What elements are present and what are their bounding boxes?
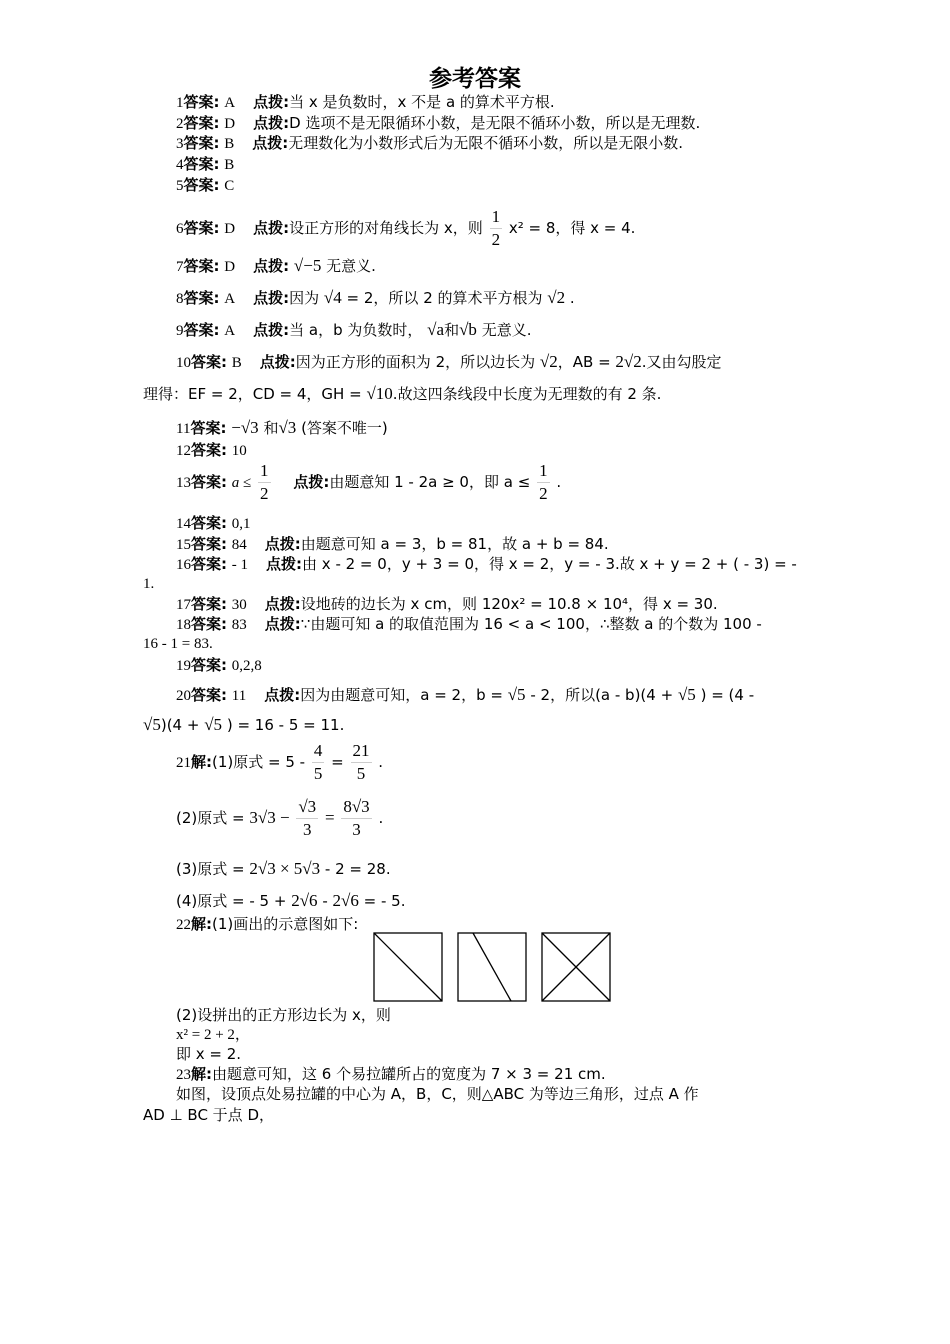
- answer-line-20-cont: √5)(4 + √5 ) = 16 - 5 = 11.: [143, 715, 345, 734]
- answer-line-20: 20答案: 11 点拨:因为由题意可知，a = 2，b = √5 - 2，所以(a - b)(4 + √5 ) = (4 -: [176, 685, 755, 704]
- answer-line-18: 18答案: 83 点拨:∵由题可知 a 的取值范围为 16 < a < 100，∴整数 a 的个数为 100 -: [176, 615, 762, 633]
- answer-line-13: 13答案: a ≤ $\frac{1}{2}$ 点拨:由题意知 1 - 2a ≥ 0，即 a ≤ $\frac{1}{2}$ .: [176, 461, 562, 503]
- answer-line-16-cont: 1.: [143, 576, 155, 592]
- answer-line-1: 1答案: A 点拨:当 x 是负数时，x 不是 a 的算术平方根.: [176, 93, 555, 111]
- answer-line-18-cont: 16 - 1 = 83.: [143, 636, 213, 652]
- answer-line-10: 10答案: B 点拨:因为正方形的面积为 2，所以边长为 √2，AB = 2√2.又由勾股定: [176, 352, 722, 371]
- answer-line-4: 4答案: B: [176, 155, 235, 173]
- solution-22-line3: x² = 2 + 2，: [176, 1027, 250, 1043]
- answer-line-14: 14答案: 0,1: [176, 514, 251, 532]
- page-title: 参考答案: [429, 66, 521, 92]
- solution-21-part2: (2)原式 = 3√3 − $\frac{√3}{3}$ = $\frac{8√3}{3}$ .: [176, 797, 384, 839]
- answer-line-8: 8答案: A 点拨:因为 √4 = 2，所以 2 的算术平方根为 √2 .: [176, 288, 575, 307]
- solution-23-line2: 如图，设顶点处易拉罐的中心为 A，B，C，则△ABC 为等边三角形，过点 A 作: [176, 1085, 699, 1103]
- answer-line-19: 19答案: 0,2,8: [176, 656, 262, 674]
- fraction-root3-3: $\frac{√3}{3}$: [298, 797, 317, 839]
- fraction-4-5: $\frac{4}{5}$: [313, 741, 323, 783]
- answer-line-7: 7答案: D 点拨: √−5 无意义.: [176, 256, 376, 275]
- answer-line-17: 17答案: 30 点拨:设地砖的边长为 x cm，则 120x² = 10.8 × 10⁴，得 x = 30.: [176, 595, 718, 613]
- solution-23-line1: 23解:由题意可知，这 6 个易拉罐所占的宽度为 7 × 3 = 21 cm.: [176, 1065, 606, 1083]
- fraction-8root3-3: $\frac{8√3}{3}$: [343, 797, 370, 839]
- answer-line-15: 15答案: 84 点拨:由题意可知 a = 3，b = 81，故 a + b = 84.: [176, 535, 609, 553]
- answer-line-5: 5答案: C: [176, 176, 235, 194]
- answer-line-16: 16答案: - 1 点拨:由 x - 2 = 0，y + 3 = 0，得 x = 2，y = - 3.故 x + y = 2 + ( - 3) = -: [176, 555, 797, 573]
- answer-line-9: 9答案: A 点拨:当 a，b 为负数时， √a和√b 无意义.: [176, 320, 532, 339]
- solution-21-part4: (4)原式 = - 5 + 2√6 - 2√6 = - 5.: [176, 891, 406, 910]
- answer-line-11: 11答案: −√3 和√3 (答案不唯一): [176, 418, 388, 437]
- answer-line-3: 3答案: B 点拨:无理数化为小数形式后为无限不循环小数，所以是无限小数.: [176, 134, 684, 152]
- solution-21-part1: 21解:(1)原式 = 5 - $\frac{4}{5}$ = $\frac{21}{5}$ .: [176, 741, 384, 783]
- solution-21-part3: (3)原式 = 2√3 × 5√3 - 2 = 28.: [176, 859, 391, 878]
- solution-23-line3: AD ⊥ BC 于点 D，: [143, 1106, 275, 1124]
- solution-22-line4: 即 x = 2.: [176, 1045, 242, 1063]
- square-cutting-diagram: [373, 932, 613, 1004]
- square-with-diagonal: [374, 933, 442, 1001]
- answer-line-2: 2答案: D 点拨:D 选项不是无限循环小数，是无限不循环小数，所以是无理数.: [176, 114, 701, 132]
- fraction-half: $\frac{1}{2}$: [260, 461, 269, 503]
- fraction-21-5: $\frac{21}{5}$: [352, 741, 370, 783]
- answer-line-6: 6答案: D 点拨:设正方形的对角线长为 x，则 $\frac{1}{2}$ x² = 8，得 x = 4.: [176, 207, 636, 249]
- square-with-slant-line: [458, 933, 526, 1001]
- solution-22-line2: (2)设拼出的正方形边长为 x，则: [176, 1006, 391, 1024]
- solution-22-line1: 22解:(1)画出的示意图如下:: [176, 915, 359, 933]
- fraction-half: $\frac{1}{2}$: [491, 207, 501, 249]
- answer-line-10-cont: 理得：EF = 2，CD = 4，GH = √10.故这四条线段中长度为无理数的有 2 条.: [143, 384, 662, 403]
- answer-line-12: 12答案: 10: [176, 441, 247, 459]
- square-with-both-diagonals: [542, 933, 610, 1001]
- fraction-half: $\frac{1}{2}$: [539, 461, 548, 503]
